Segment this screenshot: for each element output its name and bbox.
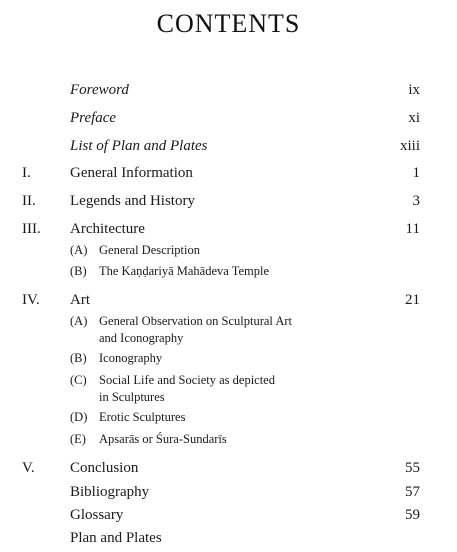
subentry-letter: (E)	[70, 432, 86, 446]
chapter-number: I.	[22, 165, 31, 181]
toc-entry-preface	[0, 108, 457, 132]
toc-label: Conclusion	[70, 460, 139, 476]
toc-page-number: 21	[405, 292, 420, 308]
subentry-letter: (A)	[70, 243, 88, 257]
toc-page-number: xi	[408, 110, 420, 126]
toc-label: Plan and Plates	[70, 530, 162, 546]
toc-page-number: 57	[405, 484, 420, 500]
toc-page-number: 55	[405, 460, 420, 476]
subentry-letter: (A)	[70, 314, 88, 328]
chapter-number: IV.	[22, 292, 40, 308]
toc-page-number: xiii	[399, 138, 420, 154]
toc-label: List of Plan and Plates	[70, 138, 208, 154]
subentry-label-line: Social Life and Society as depicted	[99, 373, 275, 387]
toc-page-number: 3	[412, 193, 420, 209]
toc-page-number: 1	[412, 165, 420, 181]
toc-label: Preface	[70, 110, 117, 126]
toc-entry-plan-and-plates	[0, 528, 457, 552]
toc-chapter-5	[0, 458, 457, 482]
subentry-letter: (C)	[70, 373, 87, 387]
toc-entry-foreword	[0, 80, 457, 104]
subentry-label: Iconography	[99, 351, 163, 365]
toc-page-number: 11	[405, 221, 420, 237]
subentry-label: Erotic Sculptures	[99, 410, 186, 424]
chapter-number: V.	[22, 460, 35, 476]
toc-label: Bibliography	[70, 484, 150, 500]
toc-chapter-3	[0, 219, 457, 243]
toc-chapter-1	[0, 163, 457, 187]
toc-label: Architecture	[70, 221, 145, 237]
toc-label: Legends and History	[70, 193, 195, 209]
subentry-label-line: General Observation on Sculptural Art	[99, 314, 293, 328]
subentry-label: The Kaṇḍariyā Mahādeva Temple	[99, 264, 270, 278]
chapter-number: II.	[22, 193, 36, 209]
subentry-letter: (B)	[70, 264, 87, 278]
toc-label: Foreword	[70, 82, 129, 98]
subentry-label: Apsarās or Śura-Sundarīs	[99, 432, 227, 446]
toc-entry-list-of-plan-and-plates	[0, 136, 457, 160]
toc-chapter-2	[0, 191, 457, 215]
subentry-label: General Description	[99, 243, 201, 257]
subentry-label-line: and Iconography	[99, 331, 184, 345]
toc-label: Art	[70, 292, 90, 308]
subentry-label-line: in Sculptures	[99, 390, 165, 404]
chapter-number: III.	[22, 221, 41, 237]
subentry-letter: (D)	[70, 410, 88, 424]
toc-chapter-4	[0, 290, 457, 314]
toc-entry-glossary	[0, 505, 457, 529]
toc-page-number: 59	[405, 507, 420, 523]
page-title: CONTENTS	[156, 9, 301, 38]
toc-label: General Information	[70, 165, 193, 181]
toc-label: Glossary	[70, 507, 124, 523]
toc-page-number: ix	[408, 82, 420, 98]
toc-entry-bibliography	[0, 482, 457, 506]
subentry-letter: (B)	[70, 351, 87, 365]
